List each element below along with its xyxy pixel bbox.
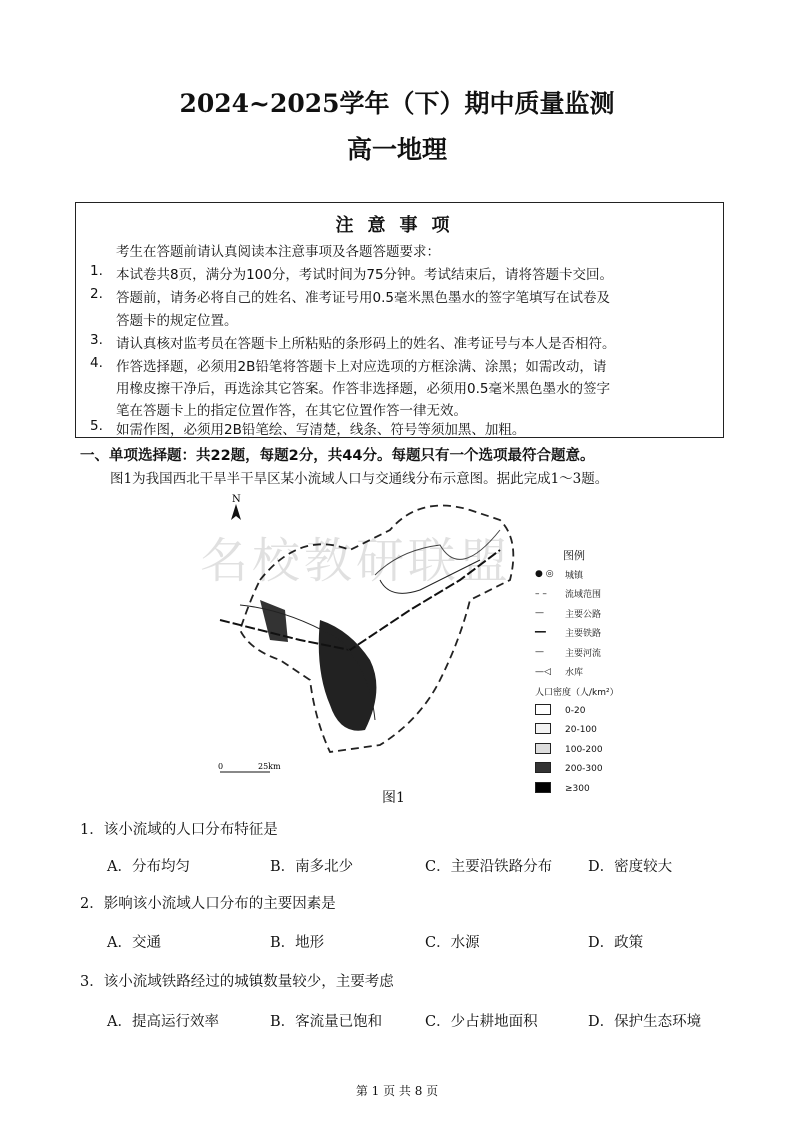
question-stem: 3．该小流域铁路经过的城镇数量较少，主要考虑 xyxy=(80,974,394,990)
option: C．少占耕地面积 xyxy=(425,1014,538,1030)
legend-town: 城镇 xyxy=(565,570,584,581)
density-label: 20-100 xyxy=(565,725,597,736)
notice-line: 用橡皮擦干净后，再选涂其它答案。作答非选择题，必须用0.5毫米黑色墨水的签字 xyxy=(116,381,610,397)
map-legend xyxy=(535,545,619,799)
high-density-area xyxy=(319,620,377,731)
density-label: 100-200 xyxy=(565,744,603,755)
section-intro: 图1为我国西北干旱半干旱区某小流域人口与交通线分布示意图。据此完成1～3题。 xyxy=(110,471,609,487)
option: D．保护生态环境 xyxy=(588,1014,702,1030)
section-title: 一、单项选择题：共22题，每题2分，共44分。每题只有一个选项最符合题意。 xyxy=(80,448,595,464)
option: D．密度较大 xyxy=(588,859,673,875)
option: B．地形 xyxy=(270,935,325,951)
legend-road: 主要公路 xyxy=(565,609,602,620)
legend-river: 主要河流 xyxy=(565,648,602,659)
density-label: 200-300 xyxy=(565,764,603,775)
scale-zero: 0 xyxy=(218,762,224,771)
option: C．水源 xyxy=(425,935,480,951)
notice-line: 如需作图，必须用2B铅笔绘、写清楚，线条、符号等须加黑、加粗。 xyxy=(116,422,526,438)
notice-line: 答题前，请务必将自己的姓名、准考证号用0.5毫米黑色墨水的签字笔填写在试卷及 xyxy=(116,290,610,306)
page-footer: 第 1 页 共 8 页 xyxy=(355,1084,439,1098)
question-stem: 1．该小流域的人口分布特征是 xyxy=(80,822,278,838)
option: A．交通 xyxy=(107,935,161,951)
town-icon: ● ◎ xyxy=(535,569,554,580)
notice-box xyxy=(75,202,724,438)
legend-title: 图例 xyxy=(563,548,585,562)
question-stem: 2．影响该小流域人口分布的主要因素是 xyxy=(80,896,336,912)
option: A．提高运行效率 xyxy=(107,1014,219,1030)
legend-boundary: 流域范围 xyxy=(565,590,602,601)
legend-railway: 主要铁路 xyxy=(565,629,602,640)
density-label: 0-20 xyxy=(565,705,586,716)
notice-line: 笔在答题卡上的指定位置作答，在其它位置作答一律无效。 xyxy=(116,403,467,419)
north-arrow-icon xyxy=(231,504,241,520)
option: C．主要沿铁路分布 xyxy=(425,859,553,875)
notice-num: 3. xyxy=(90,332,103,348)
scale-label: 25km xyxy=(258,762,281,771)
exam-title: 2024~2025学年（下）期中质量监测 xyxy=(179,89,615,118)
road-icon: — xyxy=(535,608,544,619)
figure-caption: 图1 xyxy=(382,790,405,806)
density-label: ≥300 xyxy=(565,783,590,794)
reservoir-icon: —◁ xyxy=(535,666,551,677)
notice-line: 答题卡的规定位置。 xyxy=(116,313,238,329)
option: B．南多北少 xyxy=(270,859,354,875)
notice-line: 本试卷共8页，满分为100分，考试时间为75分钟。考试结束后，请将答题卡交回。 xyxy=(116,267,614,283)
density-swatch xyxy=(535,723,551,734)
notice-num: 5. xyxy=(90,418,103,434)
notice-line: 作答选择题，必须用2B铅笔将答题卡上对应选项的方框涂满、涂黑；如需改动，请 xyxy=(116,359,607,375)
density-swatch xyxy=(535,782,551,793)
notice-num: 2. xyxy=(90,286,103,302)
density-swatch xyxy=(535,762,551,773)
subject-title: 高一地理 xyxy=(346,135,447,164)
river-icon: — xyxy=(535,647,544,658)
option: B．客流量已饱和 xyxy=(270,1014,383,1030)
watermark: 名校教研联盟 xyxy=(200,533,513,589)
notice-num: 1. xyxy=(90,263,103,279)
option: D．政策 xyxy=(588,935,644,951)
notice-heading: 注意事项 xyxy=(335,215,464,236)
density-swatch xyxy=(535,704,551,715)
density-swatch xyxy=(535,743,551,754)
density-title: 人口密度（人/km²） xyxy=(535,687,619,698)
notice-line: 请认真核对监考员在答题卡上所粘贴的条形码上的姓名、准考证号与本人是否相符。 xyxy=(116,336,616,352)
option: A．分布均匀 xyxy=(107,859,190,875)
railway-icon: ━━ xyxy=(535,627,546,638)
notice-intro: 考生在答题前请认真阅读本注意事项及各题答题要求： xyxy=(116,244,440,260)
legend-reservoir: 水库 xyxy=(565,668,584,679)
notice-num: 4. xyxy=(90,355,103,371)
boundary-icon: – – xyxy=(535,588,547,599)
north-label: N xyxy=(232,494,241,505)
